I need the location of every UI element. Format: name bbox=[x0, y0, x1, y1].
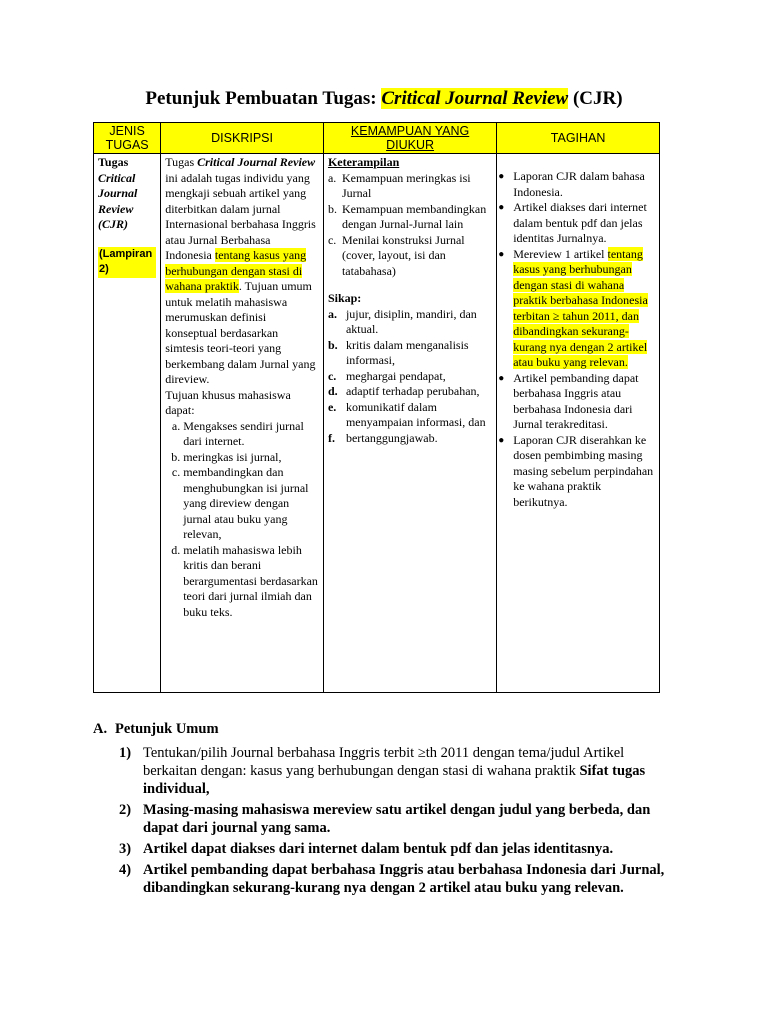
list-item bbox=[498, 200, 655, 247]
list-text: Tentukan/pilih Journal berbahasa Inggris terbit ≥th 2011 dengan tema/judul Artikel berkaitan dengan: kasus yang berhubungan dengan stasi di wahana praktik bbox=[143, 745, 625, 779]
list-item bbox=[93, 840, 673, 858]
jenis-line2: Critical Journal Review (CJR) bbox=[98, 170, 138, 231]
header-kemampuan bbox=[323, 123, 496, 154]
list-item bbox=[498, 432, 655, 511]
list-number: 4) bbox=[119, 862, 132, 878]
list-item bbox=[93, 744, 673, 798]
cell-jenis bbox=[94, 154, 161, 693]
list-item bbox=[328, 202, 492, 233]
sikap-list bbox=[328, 307, 492, 447]
list-number: 2) bbox=[119, 802, 132, 818]
bullet-icon: ● bbox=[498, 372, 505, 384]
list-text-bold: Artikel pembanding dapat berbahasa Inggris atau berbahasa Indonesia dari Jurnal, dibandingkan sekurang-kurang nya dengan 2 artikel atau buku yang relevan. bbox=[143, 862, 665, 896]
bullet-icon: ● bbox=[498, 248, 505, 260]
cell-kemampuan bbox=[323, 154, 496, 693]
title-highlight: Critical Journal Review bbox=[381, 88, 569, 109]
list-number: 3) bbox=[119, 841, 132, 857]
list-text: Kemampuan membandingkan dengan Jurnal-Jurnal lain bbox=[341, 201, 487, 231]
list-text: Laporan CJR dalam bahasa Indonesia. bbox=[513, 169, 645, 199]
list-text: kritis dalam menganalisis informasi, bbox=[345, 337, 469, 367]
list-text: Artikel pembanding dapat berbahasa Inggris atau berbahasa Indonesia dari Jurnal terakreditasi. bbox=[513, 370, 639, 431]
header-diskripsi: DISKRIPSI bbox=[161, 123, 324, 154]
diskripsi-text-a: Tugas bbox=[165, 155, 198, 169]
list-item: c. membandingkan dan menghubungkan isi jurnal yang direview dengan jurnal atau buku yang relevan, bbox=[183, 465, 319, 543]
sikap-label: Sikap: bbox=[327, 291, 362, 305]
tagihan-highlight: tentang kasus yang berhubungan dengan stasi di wahana praktik berbahasa Indonesia terbitan ≥ tahun 2011, dan dibandingkan sekurang-kurang nya dengan 2 artikel atau buku yang relevan. bbox=[513, 246, 648, 369]
list-marker: f. bbox=[327, 430, 335, 445]
list-text-bold: Artikel dapat diakses dari internet dalam bentuk pdf dan jelas identitasnya. bbox=[143, 841, 614, 857]
diskripsi-list bbox=[165, 419, 319, 621]
list-item: b. meringkas isi jurnal, bbox=[183, 450, 319, 466]
section-marker: A. bbox=[93, 721, 108, 737]
list-item bbox=[498, 370, 655, 433]
list-item bbox=[328, 384, 492, 400]
list-item bbox=[328, 338, 492, 369]
page-title bbox=[0, 86, 768, 112]
list-item bbox=[328, 431, 492, 447]
list-marker: c. bbox=[327, 368, 337, 383]
list-text: jujur, disiplin, mandiri, dan aktual. bbox=[345, 306, 477, 336]
diskripsi-para-2: Tujuan khusus mahasiswa dapat: bbox=[165, 387, 291, 417]
list-item bbox=[498, 169, 655, 200]
list-text: meghargai pendapat, bbox=[345, 368, 446, 383]
list-marker: d. bbox=[327, 384, 338, 398]
list-item bbox=[328, 369, 492, 385]
list-text-bold: Sifat tugas individual, bbox=[143, 763, 646, 797]
header-tagihan: TAGIHAN bbox=[497, 123, 660, 154]
list-item bbox=[93, 861, 673, 897]
bullet-icon: ● bbox=[498, 202, 505, 213]
table-row bbox=[94, 154, 660, 693]
list-item bbox=[328, 233, 492, 280]
keterampilan-list bbox=[328, 171, 492, 280]
list-text-bold: Masing-masing mahasiswa mereview satu artikel dengan judul yang berbeda, dan dapat dari journal yang sama. bbox=[143, 802, 651, 836]
cell-diskripsi bbox=[161, 154, 324, 693]
section-heading-text: Petunjuk Umum bbox=[115, 721, 219, 737]
list-text: Laporan CJR diserahkan ke dosen pembimbing masing masing sebelum perpindahan ke wahana praktik berikutnya. bbox=[513, 432, 654, 509]
list-marker: a. bbox=[327, 306, 337, 321]
header-kemampuan-text: KEMAMPUAN YANG DIUKUR bbox=[350, 124, 470, 152]
jenis-line1: Tugas bbox=[98, 155, 129, 169]
diskripsi-text-c: . Tujuan umum untuk melatih mahasiswa merumuskan definisi konseptual berdasarkan simtesis teori-teori yang berkembang dalam Jurnal yang direview. bbox=[165, 279, 316, 386]
header-jenis-tugas: JENIS TUGAS bbox=[94, 123, 161, 154]
petunjuk-umum-section bbox=[93, 720, 673, 900]
petunjuk-list bbox=[93, 744, 673, 897]
list-marker: b. bbox=[327, 201, 337, 216]
list-item bbox=[93, 801, 673, 837]
diskripsi-text-b: ini adalah tugas individu yang mengkaji sebuah artikel yang diterbitkan dalam jurnal Internasional berbahasa Inggris atau Jurnal Berbahasa Indonesia bbox=[165, 170, 316, 262]
list-text: Menilai konstruksi Jurnal (cover, layout, isi dan tatabahasa) bbox=[341, 232, 465, 278]
list-item bbox=[328, 307, 492, 338]
diskripsi-highlight: tentang kasus yang berhubungan dengan stasi di wahana praktik bbox=[165, 248, 307, 293]
bullet-icon: ● bbox=[498, 434, 505, 446]
list-text: bertanggungjawab. bbox=[345, 430, 438, 445]
bullet-icon: ● bbox=[498, 171, 505, 182]
list-number: 1) bbox=[119, 745, 132, 761]
title-suffix: (CJR) bbox=[568, 88, 623, 109]
list-text: Kemampuan meringkas isi Jurnal bbox=[341, 170, 471, 200]
lampiran-badge: (Lampiran 2) bbox=[98, 247, 156, 278]
tagihan-list bbox=[498, 169, 655, 510]
list-item bbox=[498, 246, 655, 371]
cell-tagihan bbox=[497, 154, 660, 693]
list-text: Artikel diakses dari internet dalam bentuk pdf dan jelas identitas Jurnalnya. bbox=[513, 200, 647, 245]
list-marker: b. bbox=[327, 337, 338, 352]
list-text: adaptif terhadap perubahan, bbox=[345, 384, 480, 398]
list-text: Mereview 1 artikel bbox=[513, 246, 608, 261]
list-marker: e. bbox=[327, 399, 337, 414]
section-heading bbox=[93, 720, 673, 738]
list-item: d. melatih mahasiswa lebih kritis dan berani berargumentasi berdasarkan teori dari jurnal ilmiah dan buku teks. bbox=[183, 543, 319, 621]
keterampilan-label: Keterampilan bbox=[327, 155, 400, 169]
title-prefix: Petunjuk Pembuatan Tugas: bbox=[145, 88, 382, 109]
task-table bbox=[93, 122, 660, 693]
list-item bbox=[328, 171, 492, 202]
list-item bbox=[328, 400, 492, 431]
list-item: a. Mengakses sendiri jurnal dari internet. bbox=[183, 419, 319, 450]
list-marker: a. bbox=[327, 170, 337, 185]
list-marker: c. bbox=[327, 232, 337, 247]
list-text: komunikatif dalam menyampaian informasi, dan bbox=[345, 399, 486, 429]
diskripsi-para-1 bbox=[165, 155, 319, 388]
table-header-row bbox=[94, 123, 660, 154]
diskripsi-text-italic: Critical Journal Review bbox=[197, 155, 316, 169]
